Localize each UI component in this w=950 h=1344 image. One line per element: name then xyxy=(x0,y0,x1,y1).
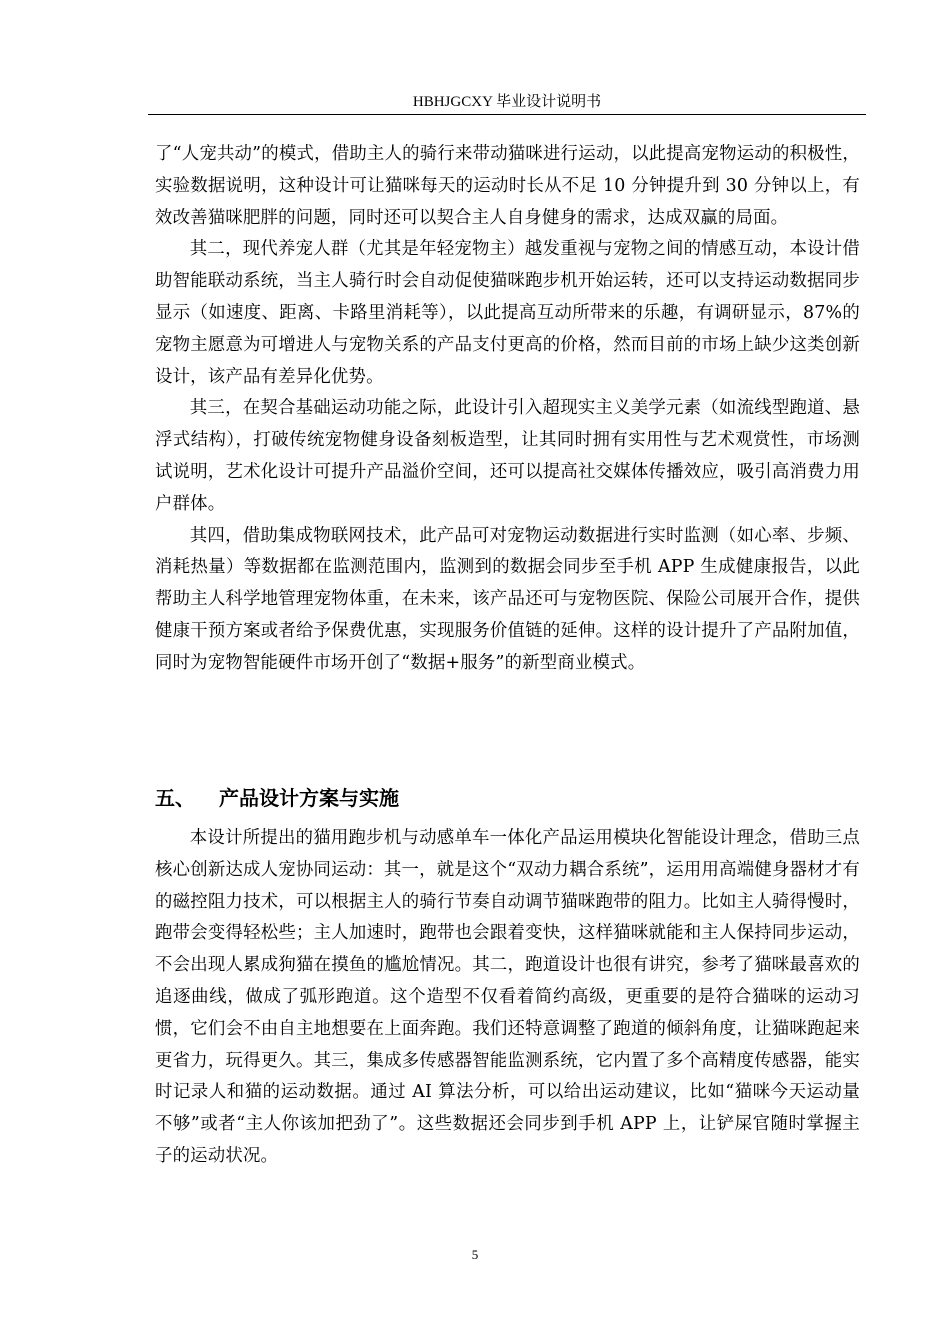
section-number: 五、 xyxy=(155,786,195,810)
paragraph-design-plan: 本设计所提出的猫用跑步机与动感单车一体化产品运用模块化智能设计理念，借助三点核心创新达成人宠协同运动：其一，就是这个“双动力耦合系统”，运用用高端健身器材才有的磁控阻力技术，可以根据主人的骑行节奏自动调节猫咪跑带的阻力。比如主人骑得慢时，跑带会变得轻松些；主人加速时，跑带也会跟着变快，这样猫咪就能和主人保持同步运动，不会出现人累成狗猫在摸鱼的尴尬情况。其二，跑道设计也很有讲究，参考了猫咪最喜欢的追逐曲线，做成了弧形跑道。这个造型不仅看着简约高级，更重要的是符合猫咪的运动习惯，它们会不由自主地想要在上面奔跑。我们还特意调整了跑道的倾斜角度，让猫咪跑起来更省力，玩得更久。其三，集成多传感器智能监测系统，它内置了多个高精度传感器，能实时记录人和猫的运动数据。通过 AI 算法分析，可以给出运动建议，比如“猫咪今天运动量不够”或者“主人你该加把劲了”。这些数据还会同步到手机 APP 上，让铲屎官随时掌握主子的运动状况。 xyxy=(155,828,860,1166)
paragraph-point-three: 其三，在契合基础运动功能之际，此设计引入超现实主义美学元素（如流线型跑道、悬浮式结构），打破传统宠物健身设备刻板造型，让其同时拥有实用性与艺术观赏性，市场测试说明，艺术化设计可提升产品溢价空间，还可以提高社交媒体传播效应，吸引高消费力用户群体。 xyxy=(155,398,860,514)
section-title-text: 产品设计方案与实施 xyxy=(219,786,399,810)
page-number: 5 xyxy=(471,1247,479,1262)
section-heading xyxy=(155,784,399,812)
paragraph-continued: 了“人宠共动”的模式，借助主人的骑行来带动猫咪进行运动，以此提高宠物运动的积极性，实验数据说明，这种设计可让猫咪每天的运动时长从不足 10 分钟提升到 30 分钟以上，有效改善猫咪肥胖的问题，同时还可以契合主人自身健身的需求，达成双赢的局面。 xyxy=(155,144,860,228)
paragraph-point-four: 其四，借助集成物联网技术，此产品可对宠物运动数据进行实时监测（如心率、步频、消耗热量）等数据都在监测范围内，监测到的数据会同步至手机 APP 生成健康报告，以此帮助主人科学地管理宠物体重，在未来，该产品还可与宠物医院、保险公司展开合作，提供健康干预方案或者给予保费优惠，实现服务价值链的延伸。这样的设计提升了产品附加值，同时为宠物智能硬件市场开创了“数据+服务”的新型商业模式。 xyxy=(155,525,860,673)
paragraph-point-two: 其二，现代养宠人群（尤其是年轻宠物主）越发重视与宠物之间的情感互动，本设计借助智能联动系统，当主人骑行时会自动促使猫咪跑步机开始运转，还可以支持运动数据同步显示（如速度、距离、卡路里消耗等），以此提高互动所带来的乐趣，有调研显示，87%的宠物主愿意为可增进人与宠物关系的产品支付更高的价格，然而目前的市场上缺少这类创新设计，该产品有差异化优势。 xyxy=(155,239,860,387)
header-rule xyxy=(148,114,866,115)
running-header: HBHJGCXY 毕业设计说明书 xyxy=(412,94,602,110)
body-text-lower xyxy=(155,823,860,1173)
body-text-upper xyxy=(155,139,860,680)
